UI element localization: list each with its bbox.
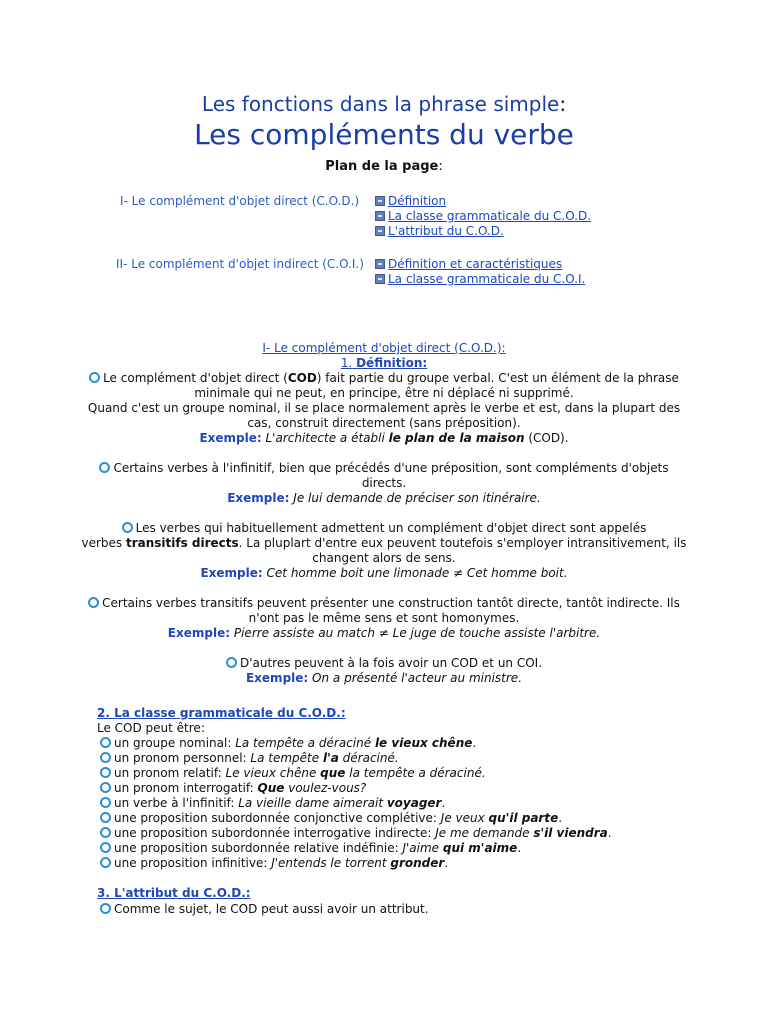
doc-icon [375, 274, 385, 284]
sec1-p2-line2: directs. [361, 476, 407, 490]
section2-list [100, 736, 612, 871]
toc-link-classe-cod[interactable]: La classe grammaticale du C.O.D. [388, 209, 592, 223]
sec1-p5: D'autres peuvent à la fois avoir un COD et un COI. [0, 656, 768, 671]
page-supertitle: Les fonctions dans la phrase simple: [201, 92, 567, 116]
bullet-icon [100, 812, 111, 823]
bullet-icon [100, 903, 111, 914]
doc-icon [375, 211, 385, 221]
sec1-p1: Le complément d'objet direct (COD) fait partie du groupe verbal. C'est un élément de la phrase [0, 371, 768, 386]
page-title: Les compléments du verbe [194, 118, 574, 151]
doc-icon [375, 259, 385, 269]
sec1-p1-line4: cas, construit directement (sans préposition). [247, 416, 521, 430]
bullet-icon [99, 462, 110, 473]
section2-heading: 2. La classe grammaticale du C.O.D.: [97, 706, 346, 720]
bullet-icon [100, 752, 111, 763]
doc-icon [375, 196, 385, 206]
list-item: une proposition subordonnée interrogative indirecte: Je me demande s'il viendra. [100, 826, 612, 841]
list-item: une proposition subordonnée conjonctive complétive: Je veux qu'il parte. [100, 811, 612, 826]
list-item: un pronom personnel: La tempête l'a déraciné. [100, 751, 612, 766]
toc-part2-links [375, 257, 585, 287]
sec1-p3: Les verbes qui habituellement admettent un complément d'objet direct sont appelés [0, 521, 768, 536]
sec1-example1: Exemple: L'architecte a établi le plan de la maison (COD). [199, 431, 569, 445]
sec1-p3-line3: changent alors de sens. [312, 551, 456, 565]
bullet-icon [100, 857, 111, 868]
bullet-icon [100, 827, 111, 838]
sec3-p1: Comme le sujet, le COD peut aussi avoir un attribut. [100, 902, 429, 917]
bullet-icon [89, 372, 100, 383]
bullet-icon [122, 522, 133, 533]
sec1-p1-line3: Quand c'est un groupe nominal, il se place normalement après le verbe et est, dans la plupart des [87, 401, 681, 415]
bullet-icon [226, 657, 237, 668]
toc-link-definition[interactable]: Définition [388, 194, 447, 208]
sec1-p4: Certains verbes transitifs peuvent présenter une construction tantôt directe, tantôt indirecte. Ils [0, 596, 768, 611]
doc-icon [375, 226, 385, 236]
bullet-icon [100, 842, 111, 853]
toc-link-attribut-cod[interactable]: L'attribut du C.O.D. [388, 224, 504, 238]
toc-part1-links [375, 194, 591, 239]
toc-part2-label: II- Le complément d'objet indirect (C.O.I.) [116, 257, 364, 271]
toc-part1-label: I- Le complément d'objet direct (C.O.D.) [120, 194, 360, 208]
bullet-icon [100, 782, 111, 793]
toc-link-definition-coi[interactable]: Définition et caractéristiques [388, 257, 563, 271]
list-item: un pronom relatif: Le vieux chêne que la tempête a déraciné. [100, 766, 612, 781]
sec1-p2: Certains verbes à l'infinitif, bien que précédés d'une préposition, sont compléments d'objets [0, 461, 768, 476]
sec1-example4: Exemple: Pierre assiste au match ≠ Le juge de touche assiste l'arbitre. [167, 626, 601, 640]
sec1-example3: Exemple: Cet homme boit une limonade ≠ Cet homme boit. [200, 566, 568, 580]
section1-sub1: 1. Définition: [340, 356, 428, 370]
sec1-example5: Exemple: On a présenté l'acteur au ministre. [245, 671, 523, 685]
list-item: un verbe à l'infinitif: La vieille dame aimerait voyager. [100, 796, 612, 811]
bullet-icon [100, 737, 111, 748]
list-item: une proposition subordonnée relative indéfinie: J'aime qui m'aime. [100, 841, 612, 856]
toc-link-classe-coi[interactable]: La classe grammaticale du C.O.I. [388, 272, 586, 286]
list-item: un pronom interrogatif: Que voulez-vous? [100, 781, 612, 796]
sec1-example2: Exemple: Je lui demande de préciser son itinéraire. [227, 491, 541, 505]
section2-intro: Le COD peut être: [97, 721, 205, 735]
sec1-p1-line2: minimale qui ne peut, en principe, être ni déplacé ni supprimé. [194, 386, 574, 400]
list-item: une proposition infinitive: J'entends le torrent gronder. [100, 856, 612, 871]
list-item: un groupe nominal: La tempête a déraciné le vieux chêne. [100, 736, 612, 751]
sec1-p3-line2: verbes transitifs directs. La pluplart d'entre eux peuvent toutefois s'employer intransitivement, ils [81, 536, 687, 550]
bullet-icon [100, 767, 111, 778]
bullet-icon [100, 797, 111, 808]
section3-heading: 3. L'attribut du C.O.D.: [97, 886, 251, 900]
section1-heading: I- Le complément d'objet direct (C.O.D.): [262, 341, 506, 355]
sec1-p4-line2: n'ont pas le même sens et sont homonymes. [248, 611, 520, 625]
bullet-icon [88, 597, 99, 608]
plan-label: Plan de la page: [325, 159, 443, 174]
